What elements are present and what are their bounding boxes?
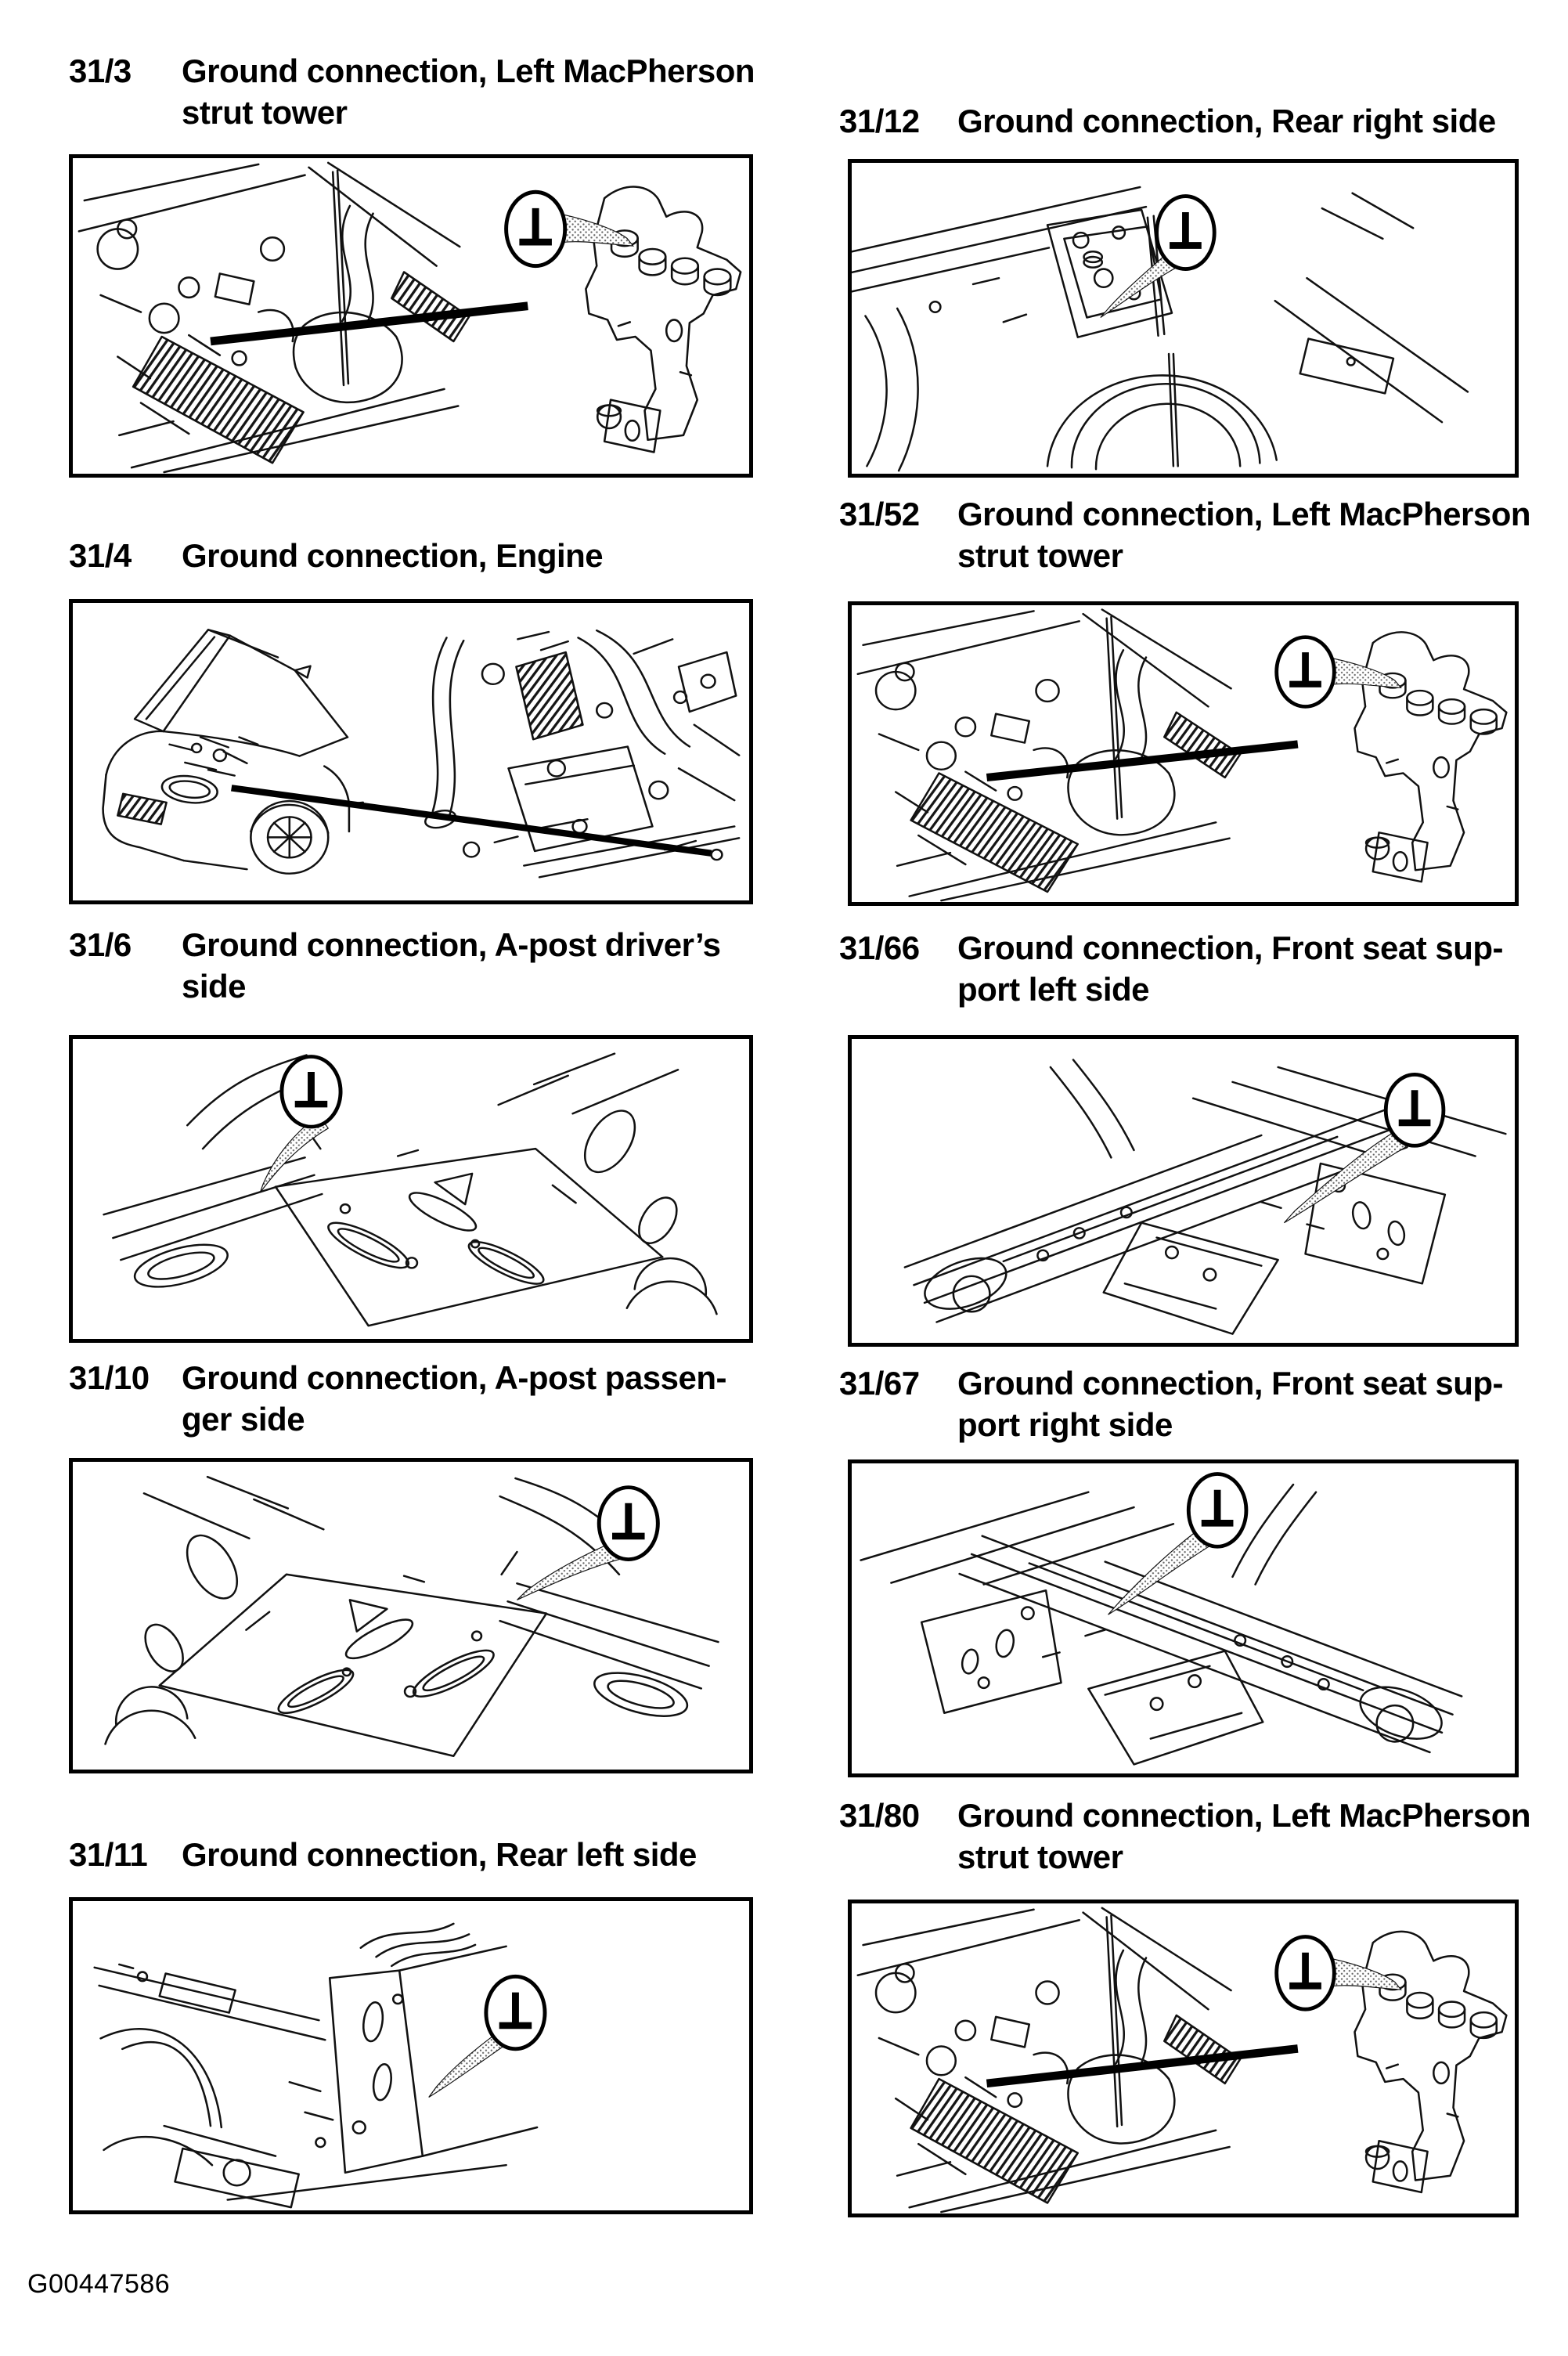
section-ref: 31/67 <box>839 1365 920 1402</box>
section-title <box>182 1357 726 1440</box>
section-heading-31-80 <box>839 1795 1530 1878</box>
figure-box-31-11 <box>69 1897 753 2214</box>
section-title <box>957 1795 1530 1878</box>
illustration-engine <box>73 603 749 900</box>
illustration-strut-tower <box>852 1903 1515 2213</box>
figure-box-31-3 <box>69 154 753 478</box>
section-heading-31-12 <box>839 100 1496 142</box>
section-title-line2: ger side <box>182 1401 305 1438</box>
section-title-line1: Ground connection, Left MacPherson <box>182 52 755 89</box>
illustration-apost-passenger <box>73 1462 749 1770</box>
section-heading-31-11 <box>69 1834 697 1875</box>
illustration-seat-support-right <box>852 1463 1515 1773</box>
section-ref: 31/3 <box>69 52 132 89</box>
section-title <box>957 493 1530 576</box>
section-heading-31-67 <box>839 1362 1503 1445</box>
figure-box-31-67 <box>848 1459 1519 1777</box>
section-title-line1: Ground connection, A-post driver’s <box>182 926 721 963</box>
section-heading-31-4 <box>69 535 603 576</box>
section-title-line2: port left side <box>957 971 1150 1008</box>
section-ref: 31/80 <box>839 1797 920 1834</box>
illustration-apost-driver <box>73 1039 749 1339</box>
section-title <box>957 1362 1503 1445</box>
section-title-line1: Ground connection, A-post passen- <box>182 1359 726 1396</box>
figure-box-31-12 <box>848 159 1519 478</box>
section-ref: 31/66 <box>839 929 920 966</box>
illustration-rear-left <box>73 1901 749 2210</box>
section-title-line2: strut tower <box>957 537 1123 574</box>
figure-box-31-10 <box>69 1458 753 1773</box>
section-title <box>957 927 1503 1010</box>
section-ref: 31/52 <box>839 496 920 532</box>
section-ref: 31/6 <box>69 926 132 963</box>
section-title-line1: Ground connection, Front seat sup- <box>957 929 1503 966</box>
section-title <box>182 1834 697 1875</box>
section-title-line1: Ground connection, Left MacPherson <box>957 496 1531 532</box>
figure-box-31-6 <box>69 1035 753 1343</box>
illustration-strut-tower <box>852 605 1515 902</box>
section-heading-31-3 <box>69 50 755 133</box>
section-ref: 31/11 <box>69 1836 148 1873</box>
section-heading-31-6 <box>69 924 721 1007</box>
figure-box-31-52 <box>848 601 1519 906</box>
figure-box-31-80 <box>848 1900 1519 2217</box>
section-title <box>182 924 721 1007</box>
section-heading-31-52 <box>839 493 1530 576</box>
section-title-line1: Ground connection, Left MacPherson <box>957 1797 1531 1834</box>
illustration-rear-right <box>852 163 1515 474</box>
section-title-line2: side <box>182 968 247 1005</box>
section-title-line2: strut tower <box>182 94 348 131</box>
section-title-line1: Ground connection, Engine <box>182 537 604 574</box>
section-title-line1: Ground connection, Rear left side <box>182 1836 697 1873</box>
illustration-strut-tower <box>73 158 749 474</box>
section-title-line1: Ground connection, Rear right side <box>957 103 1496 139</box>
illustration-seat-support-left <box>852 1039 1515 1343</box>
section-title <box>957 100 1496 142</box>
section-title <box>182 50 755 133</box>
section-ref: 31/4 <box>69 537 132 574</box>
section-ref: 31/10 <box>69 1359 150 1396</box>
figure-code: G00447586 <box>27 2269 171 2299</box>
section-title-line1: Ground connection, Front seat sup- <box>957 1365 1503 1402</box>
section-heading-31-10 <box>69 1357 726 1440</box>
section-title <box>182 535 603 576</box>
section-heading-31-66 <box>839 927 1503 1010</box>
section-ref: 31/12 <box>839 103 920 139</box>
section-title-line2: port right side <box>957 1406 1173 1443</box>
figure-box-31-4 <box>69 599 753 904</box>
figure-box-31-66 <box>848 1035 1519 1347</box>
section-title-line2: strut tower <box>957 1838 1123 1875</box>
